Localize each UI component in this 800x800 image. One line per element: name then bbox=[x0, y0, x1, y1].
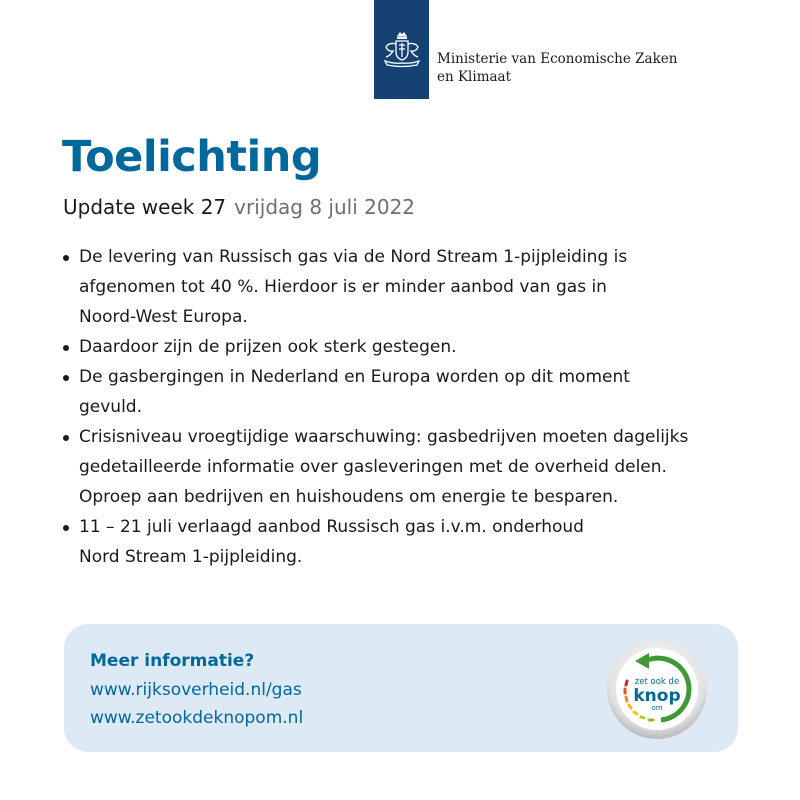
list-item bbox=[62, 362, 762, 422]
bullet-line: 11 – 21 juli verlaagd aanbod Russisch gas i.v.m. onderhoud bbox=[79, 517, 584, 537]
list-item bbox=[62, 512, 762, 572]
badge-line-2: knop bbox=[633, 686, 681, 706]
bullet-line: gevuld. bbox=[79, 397, 143, 417]
ministry-line-2: en Klimaat bbox=[437, 69, 512, 85]
info-box bbox=[64, 624, 738, 752]
list-item bbox=[62, 332, 762, 362]
list-item bbox=[62, 242, 762, 332]
zetookdeknopom-link[interactable]: www.zetookdeknopom.nl bbox=[90, 708, 304, 728]
bullet-line: gedetailleerde informatie over gasleveringen met de overheid delen. bbox=[79, 457, 667, 477]
bullet-line: Nord Stream 1-pijpleiding. bbox=[79, 547, 303, 567]
bullet-line: De gasbergingen in Nederland en Europa worden op dit moment bbox=[79, 367, 630, 387]
bullet-line: Oproep aan bedrijven en huishoudens om energie te besparen. bbox=[79, 487, 619, 507]
badge-line-3: om bbox=[651, 704, 663, 712]
zet-ook-de-knop-om-badge bbox=[605, 637, 709, 741]
info-heading: Meer informatie? bbox=[90, 651, 255, 671]
bullet-line: De levering van Russisch gas via de Nord Stream 1-pijpleiding is bbox=[79, 247, 628, 267]
badge-line-1: zet ook de bbox=[634, 677, 680, 687]
logo-band bbox=[374, 0, 429, 99]
rijksoverheid-link[interactable]: www.rijksoverheid.nl/gas bbox=[90, 680, 302, 700]
bullet-line: Daardoor zijn de prijzen ook sterk gestegen. bbox=[79, 337, 457, 357]
coat-of-arms-icon bbox=[380, 30, 424, 70]
subtitle bbox=[63, 195, 415, 219]
ministry-line-1: Ministerie van Economische Zaken bbox=[437, 51, 678, 67]
ministry-name bbox=[437, 50, 677, 86]
bullet-line: afgenomen tot 40 %. Hierdoor is er minder aanbod van gas in bbox=[79, 277, 607, 297]
bullet-list bbox=[62, 242, 762, 572]
update-week: Update week 27 bbox=[63, 195, 227, 219]
bullet-line: Crisisniveau vroegtijdige waarschuwing: gasbedrijven moeten dagelijks bbox=[79, 427, 689, 447]
page-title: Toelichting bbox=[62, 132, 322, 182]
list-item bbox=[62, 422, 762, 512]
bullet-line: Noord-West Europa. bbox=[79, 307, 248, 327]
update-date: vrijdag 8 juli 2022 bbox=[234, 195, 416, 219]
